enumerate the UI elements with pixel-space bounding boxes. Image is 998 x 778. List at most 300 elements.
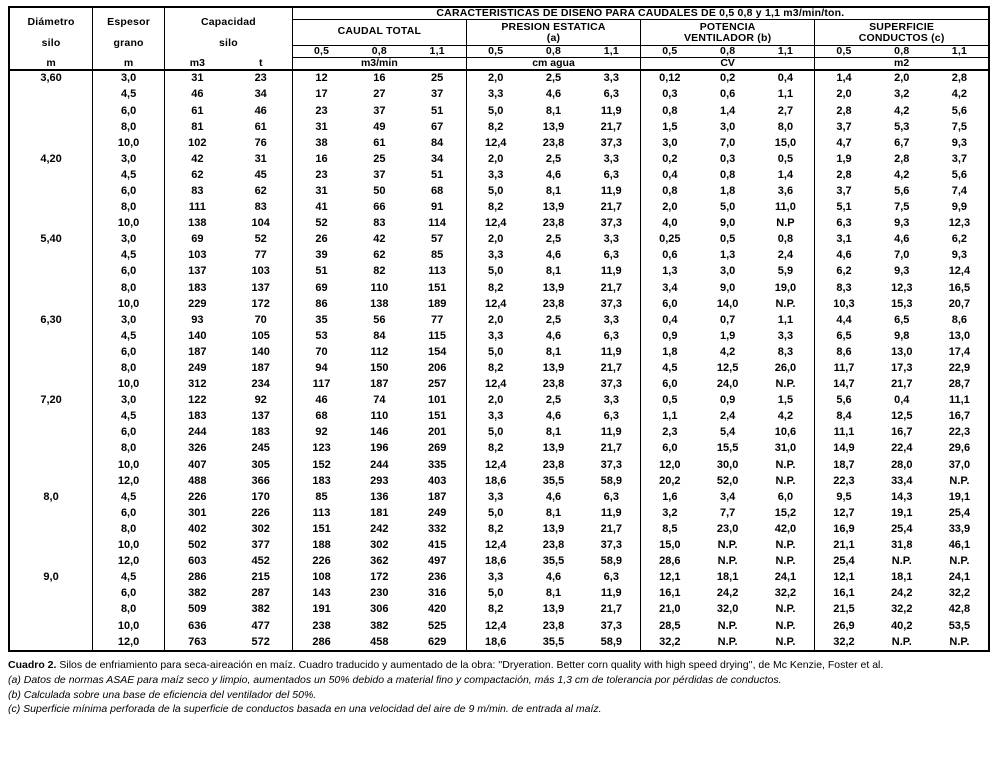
cell-w11: 1,1 bbox=[757, 87, 815, 103]
cell-w05: 2,3 bbox=[662, 426, 678, 439]
cell-s11: 3,7 bbox=[951, 152, 968, 165]
cell-w05: 0,9 bbox=[662, 329, 678, 342]
cell-cap_m3: 93 bbox=[191, 313, 204, 326]
cell-p08: 23,8 bbox=[542, 619, 565, 632]
table-row bbox=[9, 506, 989, 522]
cell-w08: N.P. bbox=[717, 635, 738, 648]
cell-p08: 23,8 bbox=[542, 539, 565, 552]
cell-q08: 74 bbox=[373, 394, 386, 407]
cell-s05: 22,3 bbox=[833, 474, 855, 487]
cell-p08: 13,9 bbox=[542, 201, 565, 214]
cell-q11: 77 bbox=[408, 312, 466, 328]
cell-espesor: 3,0 bbox=[93, 70, 165, 87]
cell-q11: 206 bbox=[408, 361, 466, 377]
header-potencia-11: 1,1 bbox=[757, 46, 815, 58]
cell-s05: 3,7 bbox=[836, 120, 852, 133]
cell-q05: 12 bbox=[315, 72, 328, 85]
cell-cap_m3: 312 bbox=[188, 378, 207, 391]
note-c: (c) Superficie mínima perforada de la superficie de conductos basada en una velocidad del aire de 9 m/min. de entrada al maíz. bbox=[8, 703, 602, 716]
cell-q11: 151 bbox=[408, 280, 466, 296]
header-espesor-sub: grano bbox=[113, 36, 144, 49]
cell-espesor: 10,0 bbox=[93, 618, 165, 634]
cell-q08: 362 bbox=[370, 555, 389, 568]
cell-espesor: 6,0 bbox=[93, 425, 165, 441]
header-caudal-11: 1,1 bbox=[408, 46, 466, 58]
cell-p05: 18,6 bbox=[484, 555, 507, 568]
unit-presion: cm agua bbox=[466, 58, 640, 71]
cell-espesor: 4,5 bbox=[93, 87, 165, 103]
cell-w08: 7,0 bbox=[719, 136, 736, 149]
cell-p11: 6,3 bbox=[583, 168, 641, 184]
cell-diametro bbox=[9, 441, 93, 457]
cell-s08: 21,7 bbox=[891, 378, 913, 391]
header-caudal-05: 0,5 bbox=[292, 46, 350, 58]
cell-s11: 13,0 bbox=[948, 329, 971, 342]
unit-superficie: m2 bbox=[815, 58, 989, 71]
caption-lead: Cuadro 2. bbox=[8, 659, 57, 672]
cell-cap_m3: 402 bbox=[188, 522, 207, 535]
cell-w08: 5,0 bbox=[719, 201, 736, 214]
header-presion-11: 1,1 bbox=[583, 46, 641, 58]
cell-s11: 42,8 bbox=[948, 603, 971, 616]
cell-q08: 84 bbox=[373, 329, 386, 342]
cell-p05: 3,3 bbox=[488, 410, 504, 423]
cell-p11: 11,9 bbox=[583, 184, 641, 200]
cell-q11: 57 bbox=[408, 232, 466, 248]
cell-s08: 12,5 bbox=[891, 410, 913, 423]
cell-s08: 5,3 bbox=[894, 120, 910, 133]
cell-p08: 8,1 bbox=[545, 104, 562, 117]
cell-w11: 2,4 bbox=[757, 248, 815, 264]
header-presion-estatica bbox=[466, 20, 640, 46]
header-superficie-11: 1,1 bbox=[931, 46, 989, 58]
cell-p08: 8,1 bbox=[545, 426, 562, 439]
cell-q11: 316 bbox=[408, 586, 466, 602]
cell-s05: 26,9 bbox=[833, 619, 855, 632]
cell-w08: 1,8 bbox=[719, 184, 736, 197]
cell-q11: 25 bbox=[408, 70, 466, 87]
cell-q11: 187 bbox=[408, 490, 466, 506]
table-row bbox=[9, 393, 989, 409]
table-row bbox=[9, 441, 989, 457]
cell-cap_m3: 183 bbox=[188, 281, 207, 294]
cell-cap_t: 103 bbox=[230, 264, 293, 280]
cell-p08: 35,5 bbox=[542, 474, 565, 487]
cell-cap_m3: 137 bbox=[188, 265, 207, 278]
cell-p08: 35,5 bbox=[542, 555, 565, 568]
cell-w08: 9,0 bbox=[719, 217, 736, 230]
header-superficie-label: SUPERFICIE bbox=[869, 20, 935, 33]
cell-espesor: 4,5 bbox=[93, 329, 165, 345]
table-row bbox=[9, 377, 989, 393]
cell-w11: N.P. bbox=[757, 618, 815, 634]
cell-w11: N.P bbox=[757, 216, 815, 232]
cell-s05: 6,2 bbox=[836, 265, 852, 278]
cell-espesor: 12,0 bbox=[93, 634, 165, 651]
cell-w08: 0,6 bbox=[719, 88, 736, 101]
cell-p08: 13,9 bbox=[542, 442, 565, 455]
cell-s08: 32,2 bbox=[891, 603, 913, 616]
header-presion-08: 0,8 bbox=[524, 46, 582, 58]
header-diametro-label: Diámetro bbox=[27, 15, 75, 28]
cell-p08: 13,9 bbox=[542, 281, 565, 294]
cell-p08: 35,5 bbox=[542, 635, 565, 648]
cell-p11: 21,7 bbox=[583, 441, 641, 457]
cell-diametro bbox=[9, 409, 93, 425]
table-row bbox=[9, 634, 989, 651]
cell-w11: 6,0 bbox=[757, 490, 815, 506]
header-espesor-label: Espesor bbox=[107, 15, 150, 28]
cell-p05: 8,2 bbox=[488, 281, 504, 294]
cell-p08: 4,6 bbox=[545, 168, 562, 181]
cell-s11: N.P. bbox=[949, 555, 970, 568]
cell-p08: 23,8 bbox=[542, 136, 565, 149]
cell-s11: 32,2 bbox=[948, 587, 971, 600]
cell-w05: 1,1 bbox=[662, 410, 678, 423]
header-potencia-05: 0,5 bbox=[641, 46, 699, 58]
cell-q08: 306 bbox=[370, 603, 389, 616]
cell-cap_m3: 42 bbox=[191, 152, 204, 165]
cell-cap_t: 105 bbox=[230, 329, 293, 345]
cell-w05: 0,8 bbox=[662, 184, 678, 197]
cell-p05: 2,0 bbox=[488, 394, 504, 407]
cell-diametro: 3,60 bbox=[9, 70, 93, 87]
cell-s11: 11,1 bbox=[948, 394, 970, 407]
cell-s05: 32,2 bbox=[833, 635, 855, 648]
cell-s11: 28,7 bbox=[948, 378, 971, 391]
cell-w08: N.P. bbox=[717, 539, 738, 552]
caption-text: Silos de enfriamiento para seca-aireación en maíz. Cuadro traducido y aumentado de la obra: ''Dryeration. Better corn quality with high speed drying'', de Mc Kenzie, Foster et al. bbox=[56, 659, 884, 672]
cell-p11: 21,7 bbox=[583, 361, 641, 377]
table-row bbox=[9, 490, 989, 506]
cell-cap_m3: 62 bbox=[191, 168, 204, 181]
cell-q05: 286 bbox=[312, 635, 331, 648]
cell-cap_m3: 286 bbox=[188, 571, 207, 584]
cell-w05: 3,2 bbox=[662, 506, 678, 519]
cell-s05: 10,3 bbox=[833, 297, 855, 310]
cell-cap_m3: 763 bbox=[188, 635, 207, 648]
table-row bbox=[9, 522, 989, 538]
table-row bbox=[9, 602, 989, 618]
cell-p11: 37,3 bbox=[583, 618, 641, 634]
cell-p11: 6,3 bbox=[583, 570, 641, 586]
cell-s11: 5,6 bbox=[951, 168, 968, 181]
cell-diametro bbox=[9, 296, 93, 312]
cell-cap_m3: 122 bbox=[188, 394, 207, 407]
cell-cap_m3: 509 bbox=[188, 603, 207, 616]
cell-w11: N.P. bbox=[757, 377, 815, 393]
cell-s11: 22,9 bbox=[948, 362, 971, 375]
cell-w11: N.P. bbox=[757, 473, 815, 489]
cell-cap_m3: 69 bbox=[191, 233, 204, 246]
cell-diametro bbox=[9, 103, 93, 119]
cell-espesor: 6,0 bbox=[93, 345, 165, 361]
cell-diametro bbox=[9, 280, 93, 296]
header-top-title: CARACTERISTICAS DE DISEÑO PARA CAUDALES DE 0,5 0,8 y 1,1 m3/min/ton. bbox=[292, 7, 989, 20]
cell-q11: 151 bbox=[408, 409, 466, 425]
table-row bbox=[9, 312, 989, 328]
table-row bbox=[9, 280, 989, 296]
cell-cap_m3: 407 bbox=[188, 458, 207, 471]
table-row bbox=[9, 329, 989, 345]
unit-caudal: m3/min bbox=[292, 58, 466, 71]
cell-diametro bbox=[9, 457, 93, 473]
cell-p05: 18,6 bbox=[484, 474, 507, 487]
cell-s05: 16,9 bbox=[833, 522, 855, 535]
cell-cap_t: 34 bbox=[230, 87, 293, 103]
cell-cap_m3: 187 bbox=[188, 345, 207, 358]
cell-p05: 12,4 bbox=[484, 136, 507, 149]
cell-s05: 25,4 bbox=[833, 555, 855, 568]
cell-q08: 382 bbox=[370, 619, 389, 632]
cell-s11: 20,7 bbox=[948, 297, 971, 310]
cell-q11: 91 bbox=[408, 200, 466, 216]
cell-w11: N.P. bbox=[757, 296, 815, 312]
cell-s05: 21,1 bbox=[833, 539, 855, 552]
cell-q05: 151 bbox=[312, 522, 331, 535]
cell-cap_t: 46 bbox=[230, 103, 293, 119]
cell-s08: 9,8 bbox=[894, 329, 910, 342]
cell-q11: 84 bbox=[408, 135, 466, 151]
cell-s05: 14,7 bbox=[833, 378, 855, 391]
cell-w05: 21,0 bbox=[659, 603, 681, 616]
cell-q05: 152 bbox=[312, 458, 331, 471]
header-capacidad-sub: silo bbox=[218, 36, 238, 49]
table-row bbox=[9, 232, 989, 248]
cell-w11: 10,6 bbox=[757, 425, 815, 441]
cell-w05: 4,5 bbox=[662, 362, 678, 375]
cell-p08: 2,5 bbox=[545, 152, 562, 165]
cell-q08: 302 bbox=[370, 539, 389, 552]
cell-s11: 5,6 bbox=[951, 104, 968, 117]
cell-p08: 4,6 bbox=[545, 329, 562, 342]
cell-cap_m3: 603 bbox=[188, 555, 207, 568]
cell-s05: 8,4 bbox=[836, 410, 852, 423]
table-row bbox=[9, 248, 989, 264]
cell-q08: 110 bbox=[370, 281, 389, 294]
cell-s08: 9,3 bbox=[894, 265, 910, 278]
cell-w11: 1,1 bbox=[757, 312, 815, 328]
cell-q08: 56 bbox=[373, 313, 386, 326]
table-row bbox=[9, 586, 989, 602]
cell-w05: 0,12 bbox=[659, 72, 681, 85]
cell-w05: 0,3 bbox=[662, 88, 678, 101]
cell-cap_t: 287 bbox=[230, 586, 293, 602]
cell-p05: 3,3 bbox=[488, 249, 504, 262]
cell-s08: N.P. bbox=[891, 555, 912, 568]
cell-s08: 12,3 bbox=[891, 281, 913, 294]
cell-cap_t: 83 bbox=[230, 200, 293, 216]
cell-espesor: 10,0 bbox=[93, 296, 165, 312]
cell-p11: 11,9 bbox=[583, 345, 641, 361]
cell-q08: 458 bbox=[370, 635, 389, 648]
cell-q11: 236 bbox=[408, 570, 466, 586]
cell-p08: 13,9 bbox=[542, 603, 565, 616]
cell-q08: 230 bbox=[370, 587, 389, 600]
header-caudal-total-label: CAUDAL TOTAL bbox=[337, 25, 422, 38]
cell-p05: 8,2 bbox=[488, 201, 504, 214]
cell-q05: 51 bbox=[315, 265, 328, 278]
cell-diametro bbox=[9, 602, 93, 618]
cell-p05: 3,3 bbox=[488, 490, 504, 503]
cell-diametro: 8,0 bbox=[9, 490, 93, 506]
table-notes bbox=[8, 659, 990, 717]
cell-s05: 1,4 bbox=[836, 72, 852, 85]
cell-w05: 28,6 bbox=[659, 555, 681, 568]
cell-q05: 41 bbox=[315, 201, 328, 214]
cell-cap_m3: 244 bbox=[188, 426, 207, 439]
cell-p11: 6,3 bbox=[583, 409, 641, 425]
cell-q05: 16 bbox=[315, 152, 328, 165]
cell-s05: 12,1 bbox=[833, 571, 855, 584]
cell-p08: 8,1 bbox=[545, 265, 562, 278]
cell-espesor: 10,0 bbox=[93, 377, 165, 393]
cell-q11: 420 bbox=[408, 602, 466, 618]
cell-q05: 226 bbox=[312, 555, 331, 568]
cell-cap_t: 215 bbox=[230, 570, 293, 586]
table-row bbox=[9, 200, 989, 216]
cell-w11: 3,3 bbox=[757, 329, 815, 345]
cell-s11: 12,3 bbox=[948, 217, 971, 230]
cell-s05: 12,7 bbox=[833, 506, 855, 519]
cell-p08: 13,9 bbox=[542, 362, 565, 375]
cell-s08: 25,4 bbox=[891, 522, 913, 535]
cell-p05: 5,0 bbox=[488, 104, 504, 117]
cell-w05: 0,6 bbox=[662, 249, 678, 262]
cell-s08: 16,7 bbox=[891, 426, 913, 439]
cell-cap_m3: 382 bbox=[188, 587, 207, 600]
cell-p11: 11,9 bbox=[583, 103, 641, 119]
cell-cap_t: 572 bbox=[230, 634, 293, 651]
cell-p05: 5,0 bbox=[488, 184, 504, 197]
cell-q05: 94 bbox=[315, 362, 328, 375]
cell-s05: 11,1 bbox=[833, 426, 855, 439]
cell-espesor: 6,0 bbox=[93, 586, 165, 602]
cell-w08: 3,0 bbox=[719, 265, 736, 278]
cell-w11: 15,2 bbox=[757, 506, 815, 522]
cell-q08: 112 bbox=[370, 345, 389, 358]
cell-q05: 143 bbox=[312, 587, 331, 600]
cell-w08: 32,0 bbox=[716, 603, 739, 616]
table-body bbox=[9, 70, 989, 651]
cell-s08: 5,6 bbox=[894, 184, 910, 197]
cell-s11: 16,5 bbox=[948, 281, 971, 294]
header-capacidad bbox=[165, 7, 293, 58]
cell-w08: 14,0 bbox=[716, 297, 739, 310]
cell-q08: 27 bbox=[373, 88, 386, 101]
cell-cap_m3: 226 bbox=[188, 490, 207, 503]
cell-w08: 30,0 bbox=[716, 458, 739, 471]
cell-diametro bbox=[9, 634, 93, 651]
table-row bbox=[9, 135, 989, 151]
cell-s05: 2,0 bbox=[836, 88, 852, 101]
cell-diametro bbox=[9, 377, 93, 393]
cell-w11: N.P. bbox=[757, 602, 815, 618]
header-row-title bbox=[9, 7, 989, 20]
cell-w05: 3,0 bbox=[662, 136, 678, 149]
cell-w11: 31,0 bbox=[757, 441, 815, 457]
cell-cap_t: 382 bbox=[230, 602, 293, 618]
cell-cap_m3: 81 bbox=[191, 120, 204, 133]
cell-q05: 68 bbox=[315, 410, 328, 423]
cell-w11: 19,0 bbox=[757, 280, 815, 296]
cell-w11: N.P. bbox=[757, 457, 815, 473]
cell-q08: 293 bbox=[370, 474, 389, 487]
table-row bbox=[9, 618, 989, 634]
cell-p05: 12,4 bbox=[484, 217, 507, 230]
cell-p11: 3,3 bbox=[583, 70, 641, 87]
cell-q11: 34 bbox=[408, 152, 466, 168]
cell-w05: 1,3 bbox=[662, 265, 678, 278]
header-presion-sub: (a) bbox=[546, 31, 561, 44]
header-potencia bbox=[641, 20, 815, 46]
cell-s08: 6,5 bbox=[894, 313, 910, 326]
cell-espesor: 12,0 bbox=[93, 554, 165, 570]
cell-p11: 11,9 bbox=[583, 506, 641, 522]
cell-q05: 31 bbox=[315, 120, 328, 133]
cell-p05: 3,3 bbox=[488, 329, 504, 342]
cell-cap_m3: 111 bbox=[188, 201, 206, 214]
cell-q11: 114 bbox=[408, 216, 466, 232]
cell-p05: 8,2 bbox=[488, 603, 504, 616]
cell-cap_t: 305 bbox=[230, 457, 293, 473]
table-row bbox=[9, 152, 989, 168]
cell-q05: 26 bbox=[315, 233, 328, 246]
cell-w08: 0,9 bbox=[719, 394, 736, 407]
cell-diametro bbox=[9, 522, 93, 538]
cell-s08: 6,7 bbox=[894, 136, 910, 149]
header-row-units bbox=[9, 58, 989, 71]
cell-espesor: 10,0 bbox=[93, 538, 165, 554]
cell-p11: 6,3 bbox=[583, 248, 641, 264]
cell-espesor: 8,0 bbox=[93, 361, 165, 377]
header-presion-05: 0,5 bbox=[466, 46, 524, 58]
cell-q05: 191 bbox=[312, 603, 331, 616]
cell-w05: 12,0 bbox=[659, 458, 681, 471]
cell-w08: 24,0 bbox=[716, 378, 739, 391]
cell-w08: 1,3 bbox=[719, 249, 736, 262]
unit-potencia: CV bbox=[641, 58, 815, 71]
cell-diametro: 7,20 bbox=[9, 393, 93, 409]
cell-p11: 11,9 bbox=[583, 264, 641, 280]
cell-s05: 9,5 bbox=[836, 490, 852, 503]
cell-q08: 50 bbox=[373, 184, 386, 197]
cell-s08: 4,2 bbox=[894, 104, 910, 117]
header-caudal-total bbox=[292, 20, 466, 46]
table-row bbox=[9, 361, 989, 377]
cell-espesor: 3,0 bbox=[93, 152, 165, 168]
cell-w05: 4,0 bbox=[662, 217, 678, 230]
cell-s08: 19,1 bbox=[891, 506, 913, 519]
cell-q08: 16 bbox=[373, 72, 386, 85]
cell-cap_t: 245 bbox=[230, 441, 293, 457]
cell-cap_t: 76 bbox=[230, 135, 293, 151]
cell-w08: 5,4 bbox=[719, 426, 736, 439]
cell-diametro bbox=[9, 168, 93, 184]
cell-w05: 6,0 bbox=[662, 297, 678, 310]
cell-espesor: 4,5 bbox=[93, 409, 165, 425]
cell-p11: 11,9 bbox=[583, 586, 641, 602]
cell-w08: 9,0 bbox=[719, 281, 736, 294]
cell-w11: 32,2 bbox=[757, 586, 815, 602]
unit-capacidad-m3: m3 bbox=[165, 58, 230, 71]
cell-p08: 8,1 bbox=[545, 184, 562, 197]
cell-diametro: 6,30 bbox=[9, 312, 93, 328]
cell-s05: 8,3 bbox=[836, 281, 852, 294]
cell-p11: 37,3 bbox=[583, 538, 641, 554]
cell-diametro bbox=[9, 135, 93, 151]
cell-w05: 2,0 bbox=[662, 201, 678, 214]
